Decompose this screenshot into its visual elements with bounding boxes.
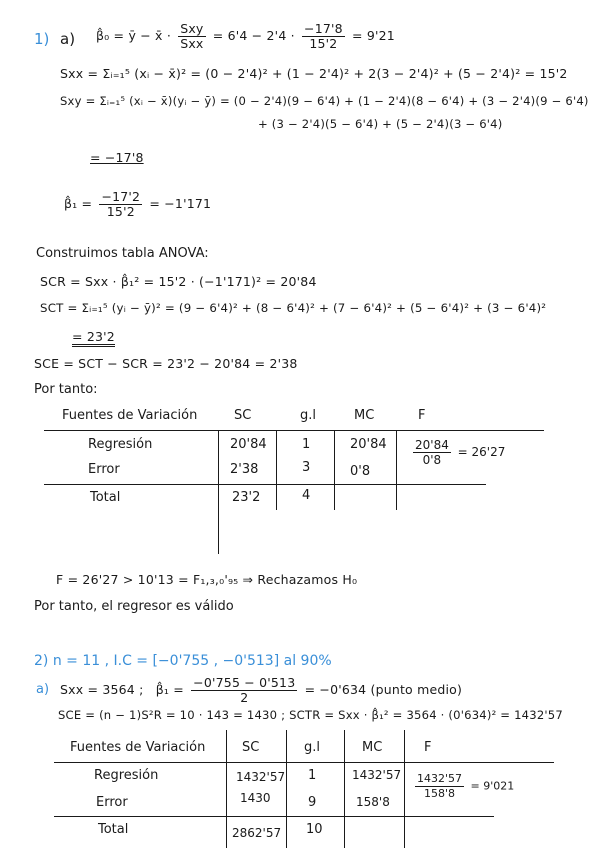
sxy-over-sxx xyxy=(178,22,205,51)
t2-col-rule-3 xyxy=(344,730,345,848)
t1-total-rule xyxy=(44,484,486,485)
t1-total-gl: 4 xyxy=(302,488,311,503)
beta1-frac-num: −17'2 xyxy=(101,189,141,204)
p2-beta-num: −0'755 − 0'513 xyxy=(193,675,296,690)
t2-f-den: 158'8 xyxy=(423,787,456,800)
beta1-frac-den: 15'2 xyxy=(106,204,135,219)
t1-header-mc: MC xyxy=(354,408,375,423)
t2-reg-gl: 1 xyxy=(308,768,317,783)
beta0-result: = 9'21 xyxy=(351,28,395,43)
beta1-equation xyxy=(64,190,211,219)
anova-intro: Construimos tabla ANOVA: xyxy=(36,246,209,261)
t2-reg-label: Regresión xyxy=(94,768,159,783)
conclusion-1: Por tanto, el regresor es válido xyxy=(34,599,234,614)
t2-header-fuentes: Fuentes de Variación xyxy=(70,740,206,755)
t2-header-sc: SC xyxy=(242,740,260,755)
beta1-result: = −1'171 xyxy=(149,196,212,211)
problem-2-header: 2) n = 11 , I.C = [−0'755 , −0'513] al 90% xyxy=(34,653,332,669)
t2-reg-sc: 1432'57 xyxy=(236,770,286,784)
beta0-frac-num: −17'8 xyxy=(304,21,343,36)
t2-err-gl: 9 xyxy=(308,795,317,810)
f-comparison: F = 26'27 > 10'13 = F₁,₃,₀'₉₅ ⇒ Rechazamos H₀ xyxy=(56,572,358,587)
p2-beta-den: 2 xyxy=(240,690,249,705)
t1-f-fraction xyxy=(413,438,451,467)
part-a-label: a) xyxy=(60,30,76,48)
t1-total-sc: 23'2 xyxy=(232,490,261,505)
t1-col-rule-4 xyxy=(396,430,397,510)
t1-reg-gl: 1 xyxy=(302,437,311,452)
sxx-equation: Sxx = Σᵢ₌₁⁵ (xᵢ − x̄)² = (0 − 2'4)² + (1 − 2'4)² + 2(3 − 2'4)² + (5 − 2'4)² = 15'2 xyxy=(60,66,568,81)
t2-f-fraction xyxy=(415,772,464,801)
t1-header-gl: g.l xyxy=(300,408,316,423)
sxy-result: = −17'8 xyxy=(90,150,144,165)
p2-sce-equation: SCE = (n − 1)S²R = 10 · 143 = 1430 ; SCTR = Sxx · β̂₁² = 3564 · (0'634)² = 1432'57 xyxy=(58,708,563,722)
beta0-frac-den: 15'2 xyxy=(309,36,338,51)
p2-sxx: Sxx = 3564 ; xyxy=(60,682,144,697)
p2-beta-equation xyxy=(60,676,462,705)
beta0-equation xyxy=(96,22,395,51)
sxy-symbol: Sxy xyxy=(180,21,204,36)
t1-f-result: = 26'27 xyxy=(457,445,506,459)
t2-header-gl: g.l xyxy=(304,740,320,755)
p2-beta-rhs: = −0'634 (punto medio) xyxy=(304,682,463,697)
t1-header-sc: SC xyxy=(234,408,252,423)
t1-header-f: F xyxy=(418,408,426,423)
beta0-fraction xyxy=(302,22,345,51)
t1-f-den: 0'8 xyxy=(422,453,442,467)
scr-equation: SCR = Sxx · β̂₁² = 15'2 · (−1'171)² = 20'84 xyxy=(40,274,317,289)
t2-col-rule-2 xyxy=(286,730,287,848)
t1-header-rule xyxy=(44,430,544,431)
sxy-equation-line1: Sxy = Σᵢ₌₁⁵ (xᵢ − x̄)(yᵢ − ȳ) = (0 − 2'4)(9 − 6'4) + (1 − 2'4)(8 − 6'4) + (3 − 2'4)(9 − 6'4) xyxy=(60,94,589,108)
por-tanto: Por tanto: xyxy=(34,382,98,397)
t2-col-rule-4 xyxy=(404,730,405,848)
t1-err-label: Error xyxy=(88,462,120,477)
t1-reg-sc: 20'84 xyxy=(230,437,267,452)
t2-header-rule xyxy=(54,762,554,763)
t1-col-rule-3 xyxy=(334,430,335,510)
t1-reg-label: Regresión xyxy=(88,437,153,452)
t2-total-gl: 10 xyxy=(306,822,323,837)
t1-err-sc: 2'38 xyxy=(230,462,259,477)
problem-1-label: 1) xyxy=(34,30,50,48)
t2-total-label: Total xyxy=(98,822,129,837)
beta0-lhs: β̂₀ = xyxy=(96,28,125,43)
t2-f-value xyxy=(412,772,514,801)
t1-reg-mc: 20'84 xyxy=(350,437,387,452)
beta1-fraction xyxy=(99,190,142,219)
sce-equation: SCE = SCT − SCR = 23'2 − 20'84 = 2'38 xyxy=(34,356,298,371)
t1-f-num: 20'84 xyxy=(415,438,449,452)
sxy-equation-line2: + (3 − 2'4)(5 − 6'4) + (5 − 2'4)(3 − 6'4) xyxy=(258,117,503,131)
t1-total-label: Total xyxy=(90,490,121,505)
p2-beta-fraction xyxy=(191,676,297,705)
t1-col-rule-1 xyxy=(218,430,219,554)
t2-err-mc: 158'8 xyxy=(356,795,390,809)
beta0-rhs: = 6'4 − 2'4 · xyxy=(212,28,295,43)
sct-equation: SCT = Σᵢ₌₁⁵ (yᵢ − ȳ)² = (9 − 6'4)² + (8 − 6'4)² + (7 − 6'4)² + (5 − 6'4)² + (3 − 6'4)² xyxy=(40,301,547,315)
t1-err-gl: 3 xyxy=(302,460,311,475)
sct-result xyxy=(72,329,115,344)
t2-reg-mc: 1432'57 xyxy=(352,768,402,782)
t2-total-sc: 2862'57 xyxy=(232,826,282,840)
t1-col-rule-2 xyxy=(276,430,277,510)
t2-err-sc: 1430 xyxy=(240,791,271,805)
t2-err-label: Error xyxy=(96,795,128,810)
beta0-mid: ȳ − x̄ · xyxy=(128,28,171,43)
t1-header-fuentes: Fuentes de Variación xyxy=(62,408,198,423)
t2-f-num: 1432'57 xyxy=(417,772,463,785)
t1-f-value xyxy=(410,438,505,467)
t1-err-mc: 0'8 xyxy=(350,464,371,479)
beta1-lhs: β̂₁ = xyxy=(64,196,93,211)
t2-f-result: = 9'021 xyxy=(470,779,515,793)
sct-result-value: = 23'2 xyxy=(72,329,115,347)
p2-part-a-label: a) xyxy=(36,682,50,697)
t2-col-rule-1 xyxy=(226,730,227,848)
sxx-symbol: Sxx xyxy=(180,36,204,51)
t2-header-mc: MC xyxy=(362,740,383,755)
t2-total-rule xyxy=(54,816,494,817)
p2-beta-lhs: β̂₁ = xyxy=(155,682,184,697)
t2-header-f: F xyxy=(424,740,432,755)
